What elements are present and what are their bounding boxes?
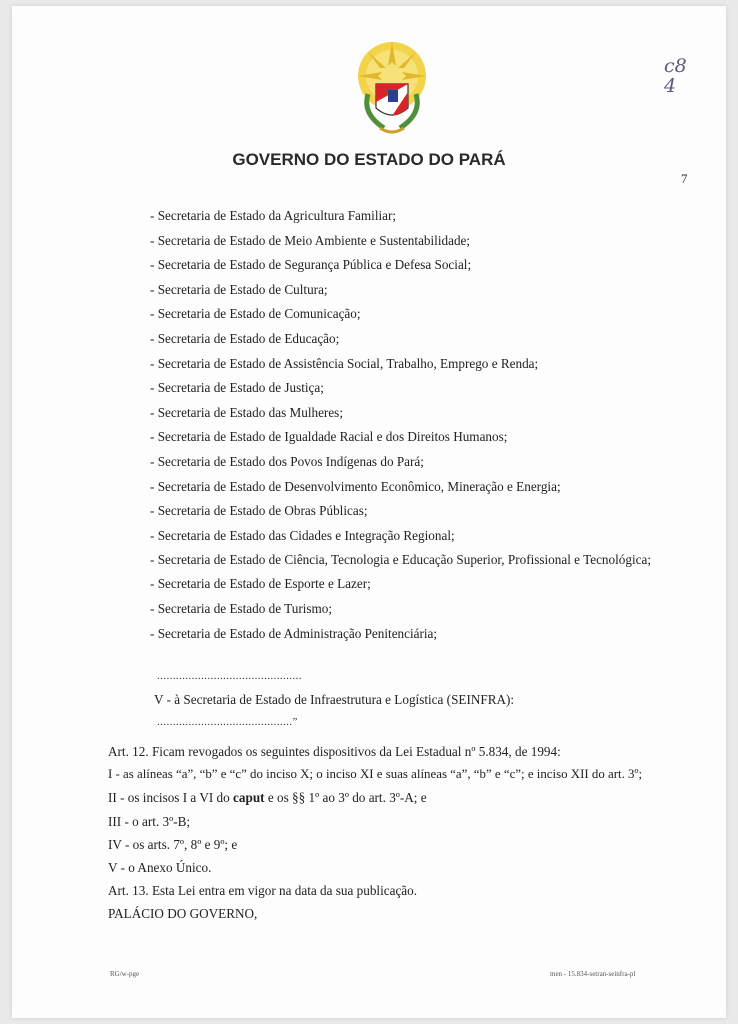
article-12-inciso-v: V - o Anexo Único. [108, 860, 212, 876]
ellipsis-line-closing: ...........................................” [157, 716, 298, 728]
article-13: Art. 13. Esta Lei entra em vigor na data da sua publicação. [108, 883, 418, 899]
ribbon [380, 128, 404, 132]
list-item: - Secretaria de Estado de Esporte e Lazer; [150, 576, 371, 592]
list-item: - Secretaria de Estado da Agricultura Familiar; [150, 208, 397, 223]
list-item: - Secretaria de Estado de Segurança Pública e Defesa Social; [150, 257, 472, 273]
secretarias-list [150, 204, 690, 646]
article-12-caput: Art. 12. Ficam revogados os seguintes dispositivos da Lei Estadual nº 5.834, de 1994: [108, 744, 561, 759]
list-item: - Secretaria de Estado de Obras Públicas; [150, 503, 368, 519]
footer-reference-left: RG/w-pge [110, 970, 140, 978]
list-item: - Secretaria de Estado de Meio Ambiente e Sustentabilidade; [150, 232, 471, 248]
list-item: - Secretaria de Estado das Mulheres; [150, 404, 343, 420]
inciso-ii-text-end: e os §§ 1º ao 3º do art. 3º-A; e [264, 790, 427, 806]
handwritten-folio-number: c8 [664, 55, 687, 77]
article-12-inciso-ii [108, 786, 708, 809]
inciso-v-seinfra: V - à Secretaria de Estado de Infraestrutura e Logística (SEINFRA): [154, 692, 515, 707]
list-item: - Secretaria de Estado de Assistência Social, Trabalho, Emprego e Renda; [150, 355, 539, 371]
handwritten-folio-mark [664, 56, 687, 96]
ellipsis-line: .............................................. [157, 670, 302, 682]
list-item: - Secretaria de Estado de Turismo; [150, 600, 333, 616]
article-12-inciso-iii: III - o art. 3º-B; [108, 813, 191, 829]
inciso-ii-text: II - os incisos I a VI do [108, 790, 234, 806]
article-12-inciso-i: I - as alíneas “a”, “b” e “c” do inciso X; o inciso XI e suas alíneas “a”, “b” e “c”; e inciso XII do art. 3º; [108, 767, 643, 782]
list-item: - Secretaria de Estado de Justiça; [150, 380, 324, 396]
caput-bold: caput [233, 790, 265, 806]
list-item: - Secretaria de Estado de Administração Penitenciária; [150, 625, 438, 641]
document-header: GOVERNO DO ESTADO DO PARÁ [232, 150, 506, 169]
shield [376, 84, 408, 116]
list-item: - Secretaria de Estado de Educação; [150, 330, 340, 346]
list-item: - Secretaria de Estado de Igualdade Racial e dos Direitos Humanos; [150, 429, 508, 445]
list-item: - Secretaria de Estado de Comunicação; [150, 306, 361, 322]
list-item: - Secretaria de Estado de Cultura; [150, 281, 328, 297]
list-item: - Secretaria de Estado de Desenvolvimento Econômico, Mineração e Energia; [150, 478, 561, 494]
revocation-articles [108, 740, 708, 926]
list-item: - Secretaria de Estado de Ciência, Tecnologia e Educação Superior, Profissional e Tecnológica; [150, 552, 652, 568]
closing-palacio: PALÁCIO DO GOVERNO, [108, 906, 258, 922]
page-number: 7 [681, 171, 688, 186]
state-coat-of-arms [344, 36, 440, 140]
list-item: - Secretaria de Estado dos Povos Indígenas do Pará; [150, 453, 424, 469]
handwritten-folio-initial: 4 [664, 75, 677, 97]
footer-reference-right: men - 15.834-setran-seinfra-pl [550, 970, 636, 978]
article-12-inciso-iv: IV - os arts. 7º, 8º e 9º; e [108, 836, 238, 852]
list-item: - Secretaria de Estado das Cidades e Integração Regional; [150, 527, 455, 543]
